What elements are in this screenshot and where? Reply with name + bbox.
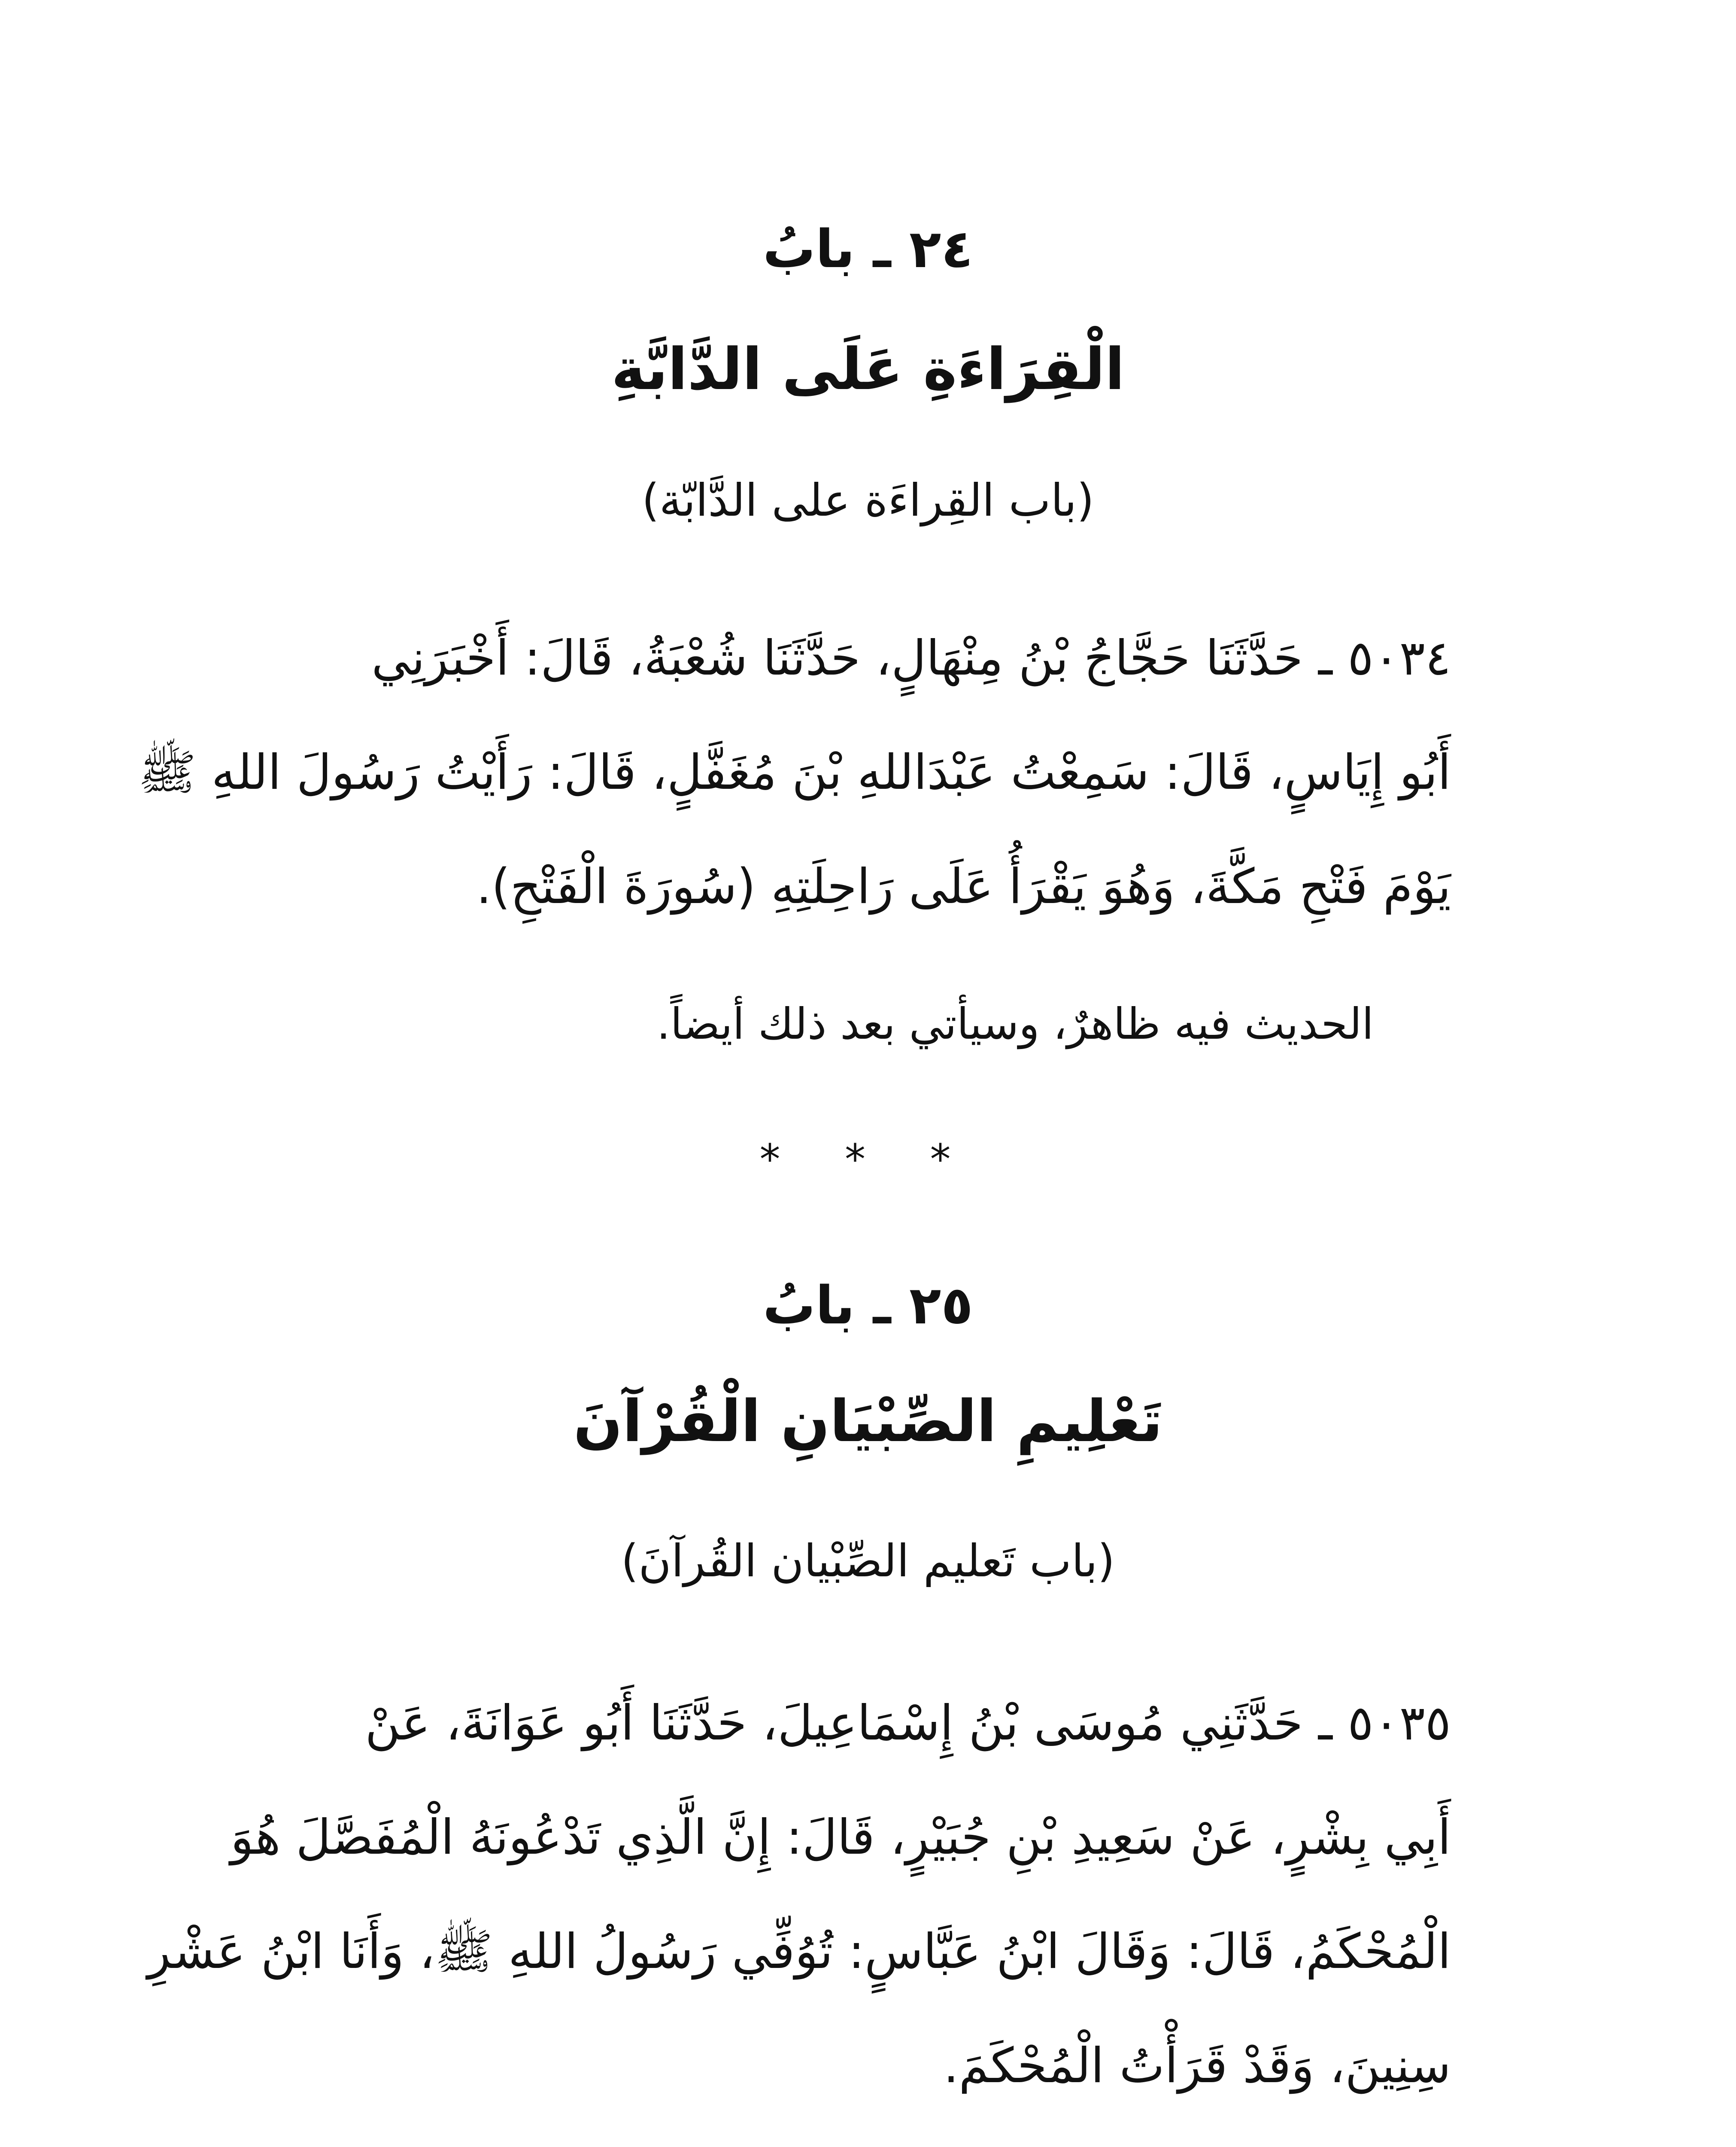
hadith-5035 bbox=[147, 1666, 1451, 2123]
hadith-5034-line-2: أَبُو إِيَاسٍ، قَالَ: سَمِعْتُ عَبْدَاللهِ بْنَ مُغَفَّلٍ، قَالَ: رَأَيْتُ رَسُولَ اللهِ ﷺ bbox=[138, 745, 1451, 800]
section-24-number: ٢٤ ـ بابُ bbox=[763, 219, 973, 280]
section-25-number: ٢٥ ـ بابُ bbox=[763, 1275, 973, 1336]
hadith-5035-line-3: الْمُحْكَمُ، قَالَ: وَقَالَ ابْنُ عَبَّاسٍ: تُوُفِّي رَسُولُ اللهِ ﷺ، وَأَنَا ابْنُ عَشْرِ bbox=[147, 1924, 1451, 1980]
section-25-subtitle: (باب تَعليم الصِّبْيان القُرآنَ) bbox=[621, 1535, 1115, 1587]
hadith-5034-note: الحديث فيه ظاهرٌ، وسيأتي بعد ذلك أيضاً. bbox=[656, 999, 1374, 1049]
section-24-title: الْقِرَاءَةِ عَلَى الدَّابَّةِ bbox=[611, 336, 1125, 403]
section-25-title: تَعْلِيمِ الصِّبْيَانِ الْقُرْآنَ bbox=[573, 1388, 1163, 1455]
hadith-5035-line-1: ٥٠٣٥ ـ حَدَّثَنِي مُوسَى بْنُ إِسْمَاعِيلَ، حَدَّثَنَا أَبُو عَوَانَةَ، عَنْ bbox=[365, 1695, 1451, 1751]
hadith-5034-line-3: يَوْمَ فَتْحِ مَكَّةَ، وَهُوَ يَقْرَأُ عَلَى رَاحِلَتِهِ (سُورَةَ الْفَتْحِ). bbox=[476, 859, 1451, 915]
hadith-5035-line-4: سِنِينَ، وَقَدْ قَرَأْتُ الْمُحْكَمَ. bbox=[943, 2038, 1451, 2094]
hadith-5035-line-2: أَبِي بِشْرٍ، عَنْ سَعِيدِ بْنِ جُبَيْرٍ، قَالَ: إِنَّ الَّذِي تَدْعُونَهُ الْمُفَصَّلَ هُوَ bbox=[230, 1809, 1451, 1865]
section-separator: * * * bbox=[759, 1135, 977, 1183]
hadith-5034-line-1: ٥٠٣٤ ـ حَدَّثَنَا حَجَّاجُ بْنُ مِنْهَالٍ، حَدَّثَنَا شُعْبَةُ، قَالَ: أَخْبَرَنِي bbox=[371, 630, 1451, 686]
section-24-subtitle: (باب القِراءَة على الدَّابّة) bbox=[642, 474, 1094, 526]
hadith-5034 bbox=[138, 601, 1451, 944]
